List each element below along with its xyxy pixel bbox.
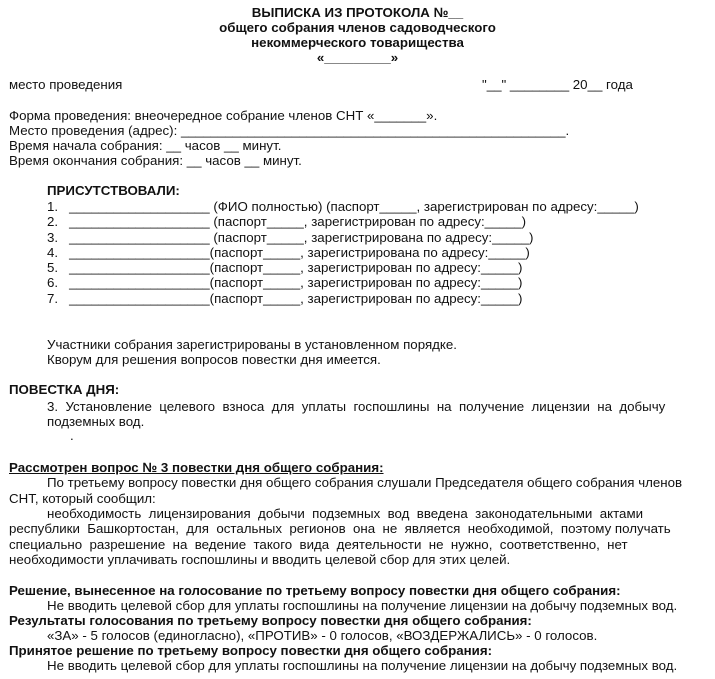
discussion-line: необходимости уплачивать госпошлины и вводить целевой сбор для этих целей.: [9, 552, 511, 567]
present-row: 2. ___________________ (паспорт_____, зарегистрирован по адресу:_____): [47, 214, 527, 229]
registration-note: Участники собрания зарегистрированы в установленном порядке.: [47, 337, 457, 352]
accepted-text: Не вводить целевой сбор для уплаты госпошлины на получение лицензии на добычу подземных вод.: [47, 658, 678, 673]
present-row: 1. ___________________ (ФИО полностью) (паспорт_____, зарегистрирован по адресу:_____): [47, 199, 639, 214]
discussion-line: СНТ, который сообщил:: [9, 491, 156, 506]
quorum-note: Кворум для решения вопросов повестки дня имеется.: [47, 352, 381, 367]
agenda-item-cont: подземных вод.: [47, 414, 145, 429]
date-field: "__" ________ 20__ года: [482, 77, 633, 92]
agenda-item: 3. Установление целевого взноса для уплаты госпошлины на получение лицензии на добычу: [47, 399, 666, 414]
present-row: 6. ___________________(паспорт_____, зарегистрирован по адресу:_____): [47, 275, 523, 290]
decision-text: Не вводить целевой сбор для уплаты госпошлины на получение лицензии на добычу подземных вод.: [47, 598, 678, 613]
discussion-line: По третьему вопросу повестки дня общего собрания слушали Председателя общего собрания членов: [47, 475, 683, 490]
discussion-heading: Рассмотрен вопрос № 3 повестки дня общего собрания:: [9, 460, 384, 475]
decision-heading: Решение, вынесенное на голосование по третьему вопросу повестки дня общего собрания:: [9, 583, 621, 598]
present-row: 4. ___________________(паспорт_____, зарегистрирована по адресу:_____): [47, 245, 530, 260]
doc-subtitle-1: общего собрания членов садоводческого: [219, 20, 496, 35]
agenda-dot: .: [70, 428, 74, 443]
agenda-heading: ПОВЕСТКА ДНЯ:: [9, 382, 120, 397]
doc-subtitle-2: некоммерческого товарищества: [251, 35, 464, 50]
start-time-line: Время начала собрания: __ часов __ минут.: [9, 138, 282, 153]
voting-results: «ЗА» - 5 голосов (единогласно), «ПРОТИВ» - 0 голосов, «ВОЗДЕРЖАЛИСЬ» - 0 голосов.: [47, 628, 598, 643]
doc-title: ВЫПИСКА ИЗ ПРОТОКОЛА №__: [251, 5, 464, 20]
discussion-line: необходимость лицензирования добычи подземных вод введена законодательными актами: [47, 506, 644, 521]
form-type-line: Форма проведения: внеочередное собрание членов СНТ «_______».: [9, 108, 438, 123]
doc-subtitle-3: «_________»: [316, 50, 399, 65]
present-heading: ПРИСУТСТВОВАЛИ:: [47, 183, 180, 198]
discussion-line: специально разрешение на ведение такого вида деятельности не нужно, соответственно, нет: [9, 537, 628, 552]
voting-heading: Результаты голосования по третьему вопросу повестки дня общего собрания:: [9, 613, 532, 628]
present-row: 5. ___________________(паспорт_____, зарегистрирован по адресу:_____): [47, 260, 523, 275]
address-line: Место проведения (адрес): ____________________________________________________.: [9, 123, 570, 138]
accepted-heading: Принятое решение по третьему вопросу повестки дня общего собрания:: [9, 643, 493, 658]
end-time-line: Время окончания собрания: __ часов __ минут.: [9, 153, 302, 168]
present-row: 7. ___________________(паспорт_____, зарегистрирован по адресу:_____): [47, 291, 523, 306]
place-label: место проведения: [9, 77, 123, 92]
present-row: 3. ___________________ (паспорт_____, зарегистрирована по адресу:_____): [47, 230, 534, 245]
discussion-line: республики Башкортостан, для остальных регионов она не является необходимой, поэтому получать: [9, 521, 671, 536]
